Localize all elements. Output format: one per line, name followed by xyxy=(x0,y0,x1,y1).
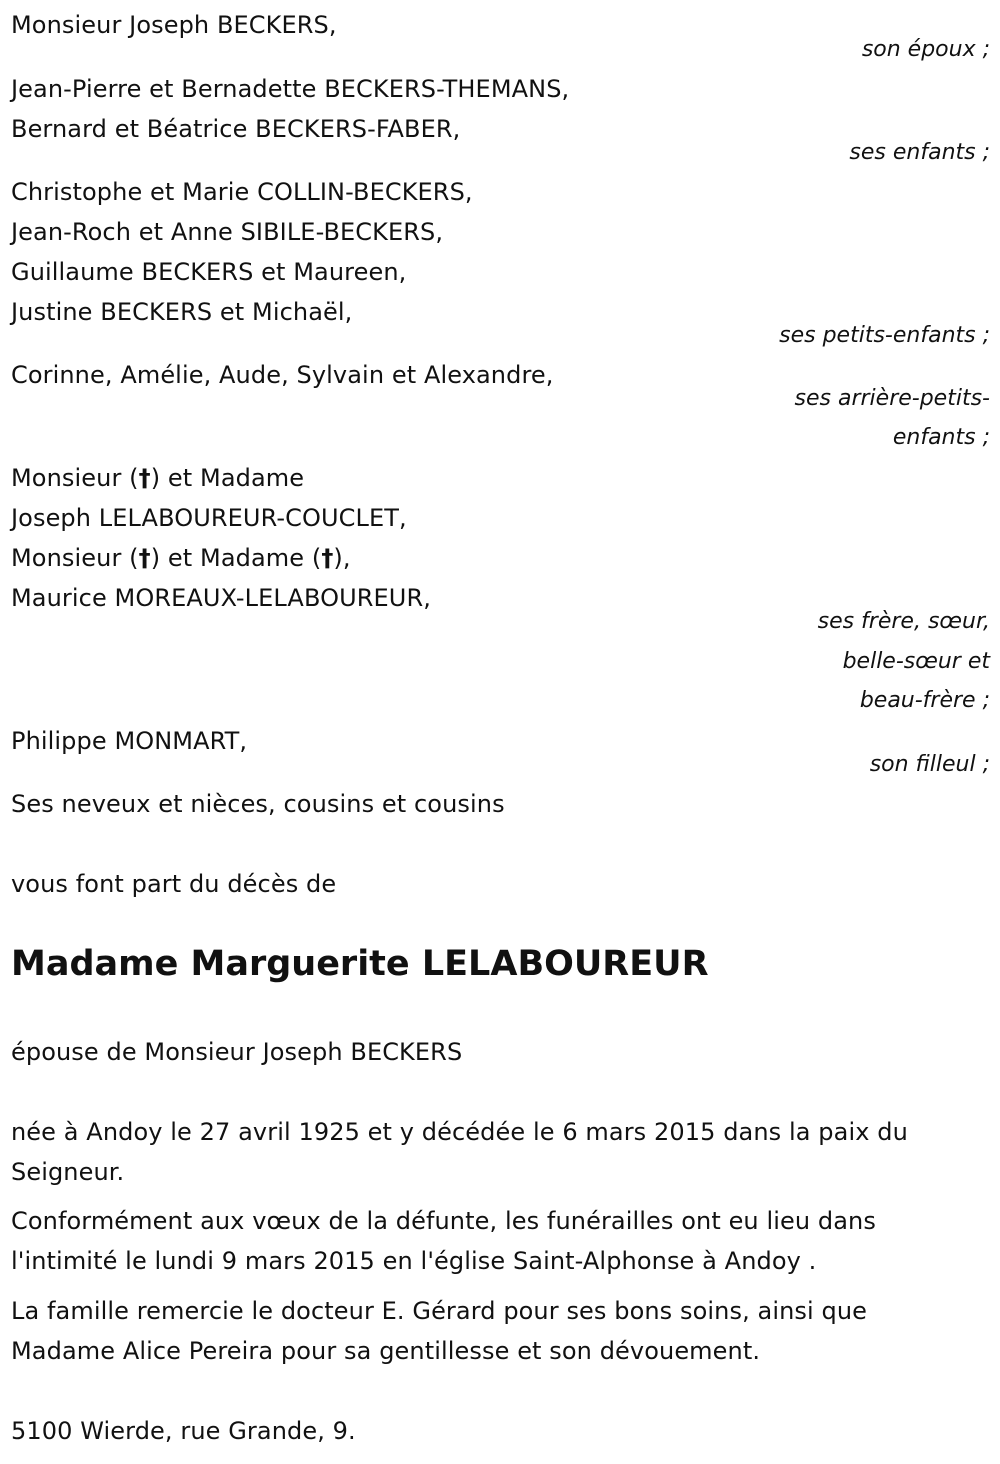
sibling-line: Maurice MOREAUX-LELABOUREUR, xyxy=(11,584,431,612)
deceased-name: Madame Marguerite LELABOUREUR xyxy=(11,944,709,984)
cross-icon: † xyxy=(321,544,334,572)
great-grandchildren-role-line: enfants ; xyxy=(892,425,990,450)
funeral-line: l'intimité le lundi 9 mars 2015 en l'église Saint-Alphonse à Andoy . xyxy=(11,1247,817,1275)
great-grandchildren-role-line: ses arrière-petits- xyxy=(794,386,990,411)
sibling-text: Monsieur ( xyxy=(11,544,139,572)
grandchild-name: Justine BECKERS et Michaël, xyxy=(11,298,353,326)
sibling-text: ) et Madame ( xyxy=(150,544,322,572)
funeral-line: Conformément aux vœux de la défunte, les funérailles ont eu lieu dans xyxy=(11,1207,876,1235)
siblings-role-line: belle-sœur et xyxy=(842,649,990,674)
other-relatives: Ses neveux et nièces, cousins et cousins xyxy=(11,790,505,818)
sibling-line xyxy=(11,458,304,498)
child-name: Jean-Pierre et Bernadette BECKERS-THEMANS, xyxy=(11,75,570,103)
children-role: ses enfants ; xyxy=(849,140,990,165)
siblings-role-line: ses frère, sœur, xyxy=(817,609,990,634)
thanks-line: Madame Alice Pereira pour sa gentillesse et son dévouement. xyxy=(11,1337,761,1365)
spouse-role: son époux ; xyxy=(861,37,990,62)
sibling-line: Joseph LELABOUREUR-COUCLET, xyxy=(11,504,407,532)
grandchildren-role: ses petits-enfants ; xyxy=(779,323,990,348)
spouse-name: Monsieur Joseph BECKERS, xyxy=(11,11,337,39)
godson-role: son filleul ; xyxy=(869,752,990,777)
godson-name: Philippe MONMART, xyxy=(11,727,248,755)
cross-icon: † xyxy=(138,464,151,492)
birth-death-line: Seigneur. xyxy=(11,1158,125,1186)
spouse-of: épouse de Monsieur Joseph BECKERS xyxy=(11,1038,463,1066)
grandchild-name: Christophe et Marie COLLIN-BECKERS, xyxy=(11,178,473,206)
grandchild-name: Guillaume BECKERS et Maureen, xyxy=(11,258,407,286)
grandchild-name: Jean-Roch et Anne SIBILE-BECKERS, xyxy=(11,218,444,246)
siblings-role-line: beau-frère ; xyxy=(859,688,990,713)
announcement-text: vous font part du décès de xyxy=(11,870,337,898)
great-grandchild-names: Corinne, Amélie, Aude, Sylvain et Alexandre, xyxy=(11,361,554,389)
sibling-text: ), xyxy=(333,544,351,572)
thanks-line: La famille remercie le docteur E. Gérard pour ses bons soins, ainsi que xyxy=(11,1297,868,1325)
sibling-line xyxy=(11,538,351,578)
sibling-text: Monsieur ( xyxy=(11,464,139,492)
birth-death-line: née à Andoy le 27 avril 1925 et y décédée le 6 mars 2015 dans la paix du xyxy=(11,1118,908,1146)
sibling-text: ) et Madame xyxy=(150,464,305,492)
cross-icon: † xyxy=(138,544,151,572)
child-name: Bernard et Béatrice BECKERS-FABER, xyxy=(11,115,461,143)
address: 5100 Wierde, rue Grande, 9. xyxy=(11,1417,356,1445)
